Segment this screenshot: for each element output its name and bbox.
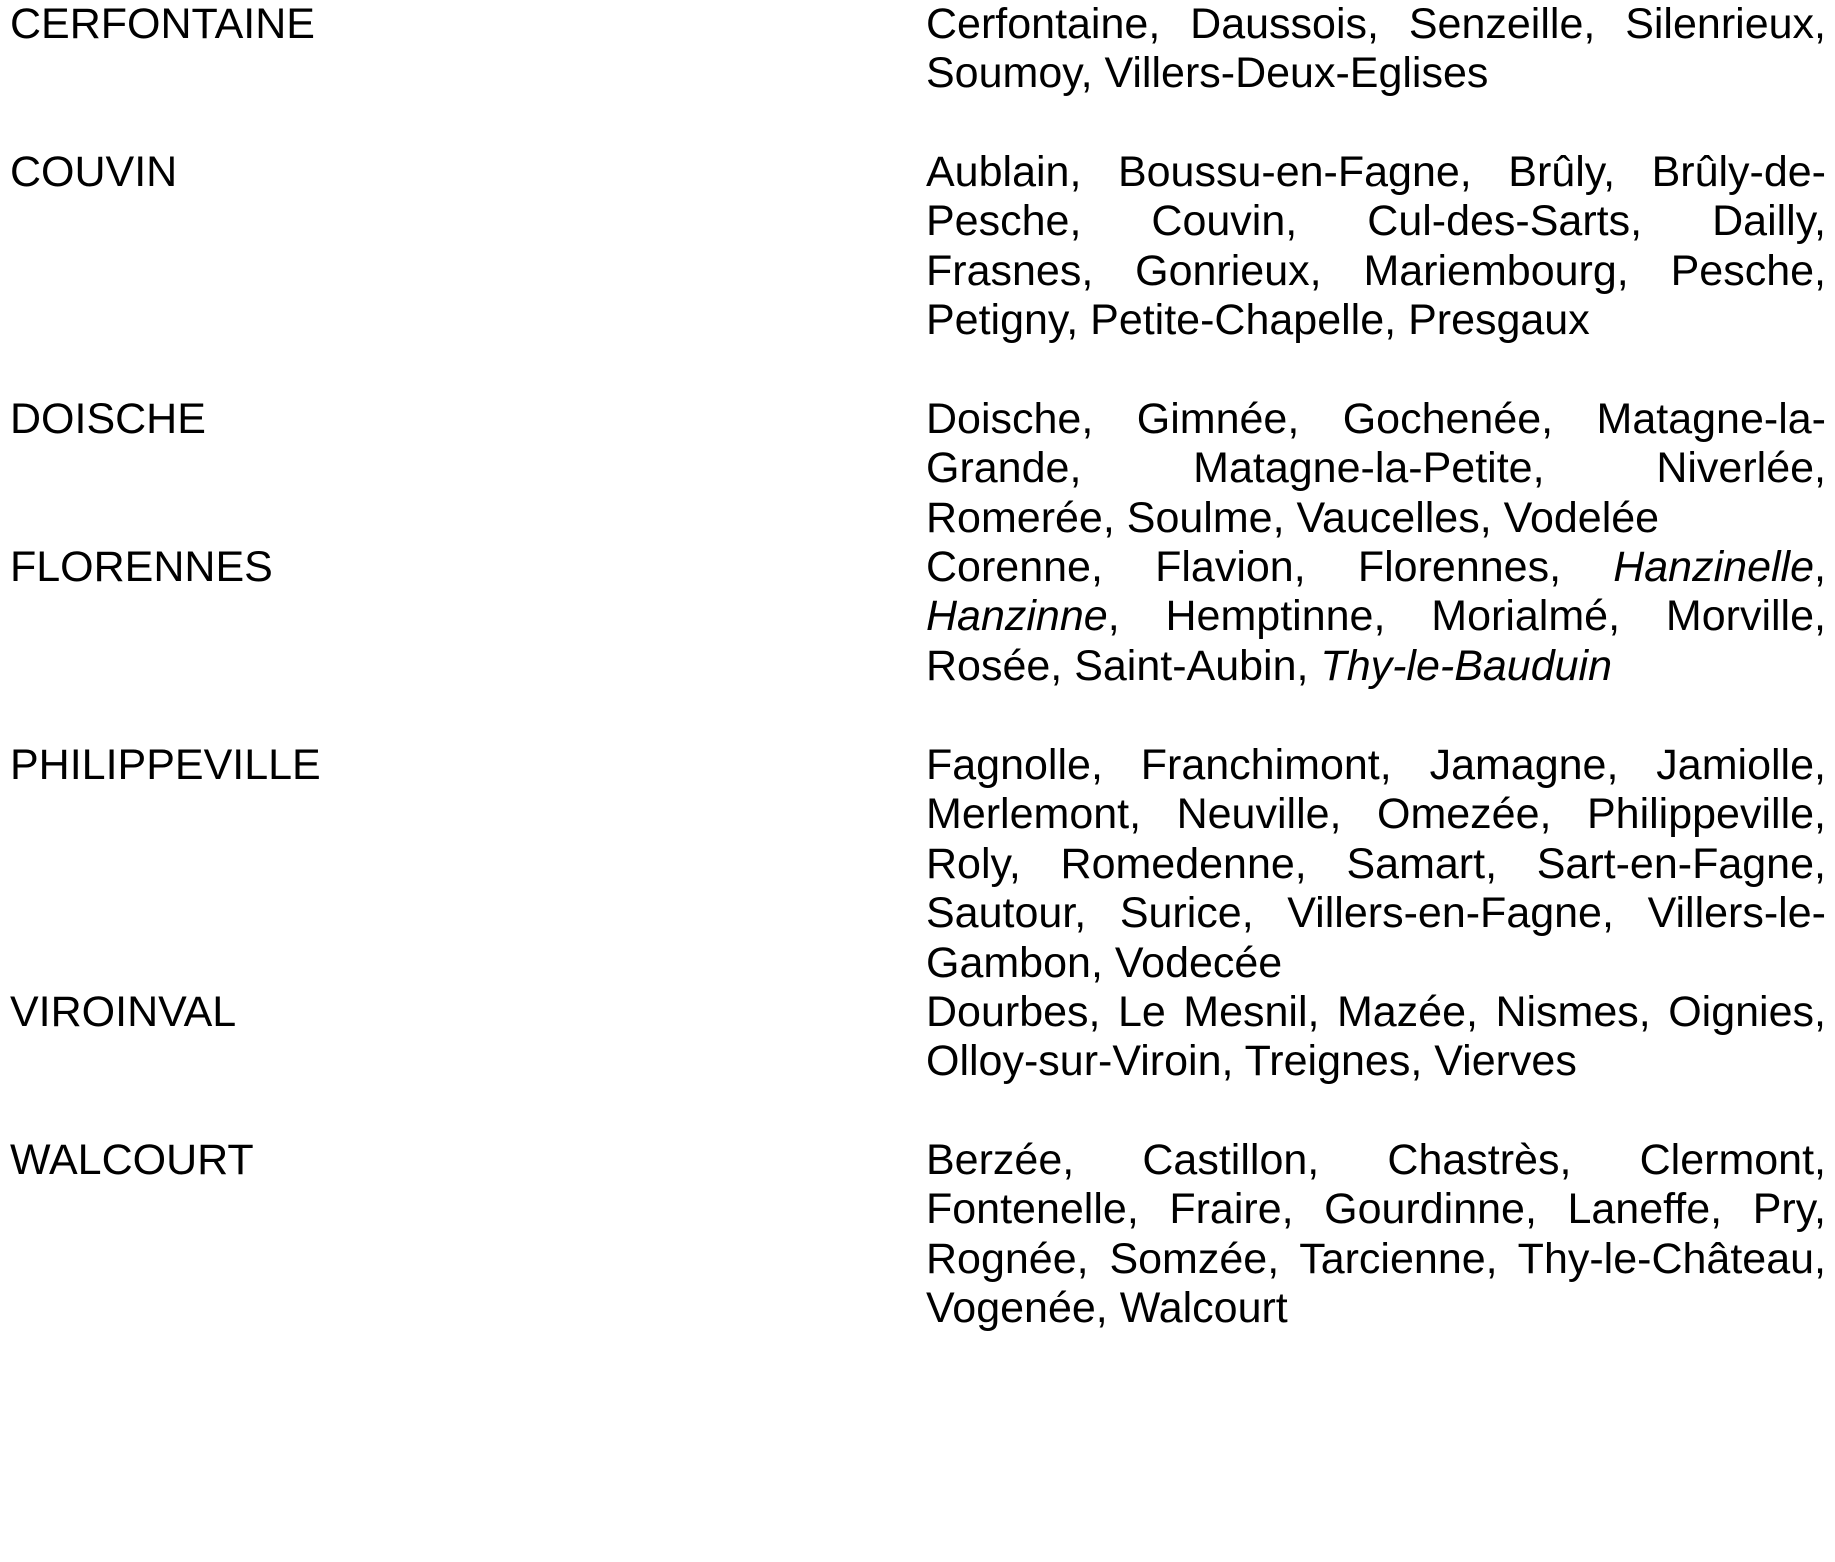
village-name: Castillon: [1142, 1136, 1308, 1184]
village-name: Corenne: [926, 543, 1091, 591]
village-name: Daussois: [1190, 0, 1368, 48]
village-name: Dailly: [1712, 197, 1815, 246]
village-name: Hanzinne: [926, 592, 1108, 641]
village-name: Laneffe: [1567, 1185, 1711, 1234]
entry-florennes: [0, 543, 1826, 690]
village-name: Frasnes: [926, 246, 1082, 295]
village-name: Petite-Chapelle: [1090, 296, 1385, 345]
municipality-name: VIROINVAL: [10, 988, 237, 1036]
municipality-name: COUVIN: [10, 148, 178, 196]
village-name: Franchimont: [1140, 741, 1380, 789]
village-name: Oignies: [1668, 988, 1814, 1036]
entry-cerfontaine: [0, 0, 1826, 98]
village-name: Boussu-en-Fagne: [1117, 148, 1460, 196]
village-name: Hanzinelle: [1613, 543, 1815, 591]
village-name: Tarcienne: [1299, 1234, 1486, 1283]
village-name: Rognée: [926, 1234, 1077, 1283]
entry-couvin: [0, 148, 1826, 345]
village-name: Walcourt: [1119, 1284, 1288, 1333]
village-name: Somzée: [1109, 1234, 1268, 1283]
entry-philippeville: [0, 741, 1826, 987]
village-list: Cerfontaine, Daussois, Senzeille, Silenrieux, Soumoy, Villers-Deux-Eglises: [926, 0, 1826, 98]
village-name: Soulme: [1126, 493, 1273, 542]
municipality-name: WALCOURT: [10, 1136, 254, 1184]
village-name: Olloy-sur-Viroin: [926, 1037, 1222, 1086]
village-name: Jamiolle: [1656, 741, 1815, 789]
village-name: Florennes: [1357, 543, 1550, 591]
village-name: Nismes: [1495, 988, 1639, 1036]
village-name: Matagne-la-Grande: [926, 395, 1826, 493]
village-name: Villers-le-Gambon: [926, 889, 1826, 987]
entry-viroinval: [0, 988, 1826, 1086]
village-name: Pry: [1752, 1185, 1814, 1234]
village-name: Vodelée: [1503, 493, 1660, 542]
village-name: Niverlée: [1656, 444, 1815, 493]
village-name: Vogenée: [926, 1284, 1096, 1333]
village-name: Vodecée: [1114, 938, 1283, 987]
village-list: Doische, Gimnée, Gochenée, Matagne-la-Grande, Matagne-la-Petite, Niverlée, Romerée, Soulme, Vaucelles, Vodelée: [926, 395, 1826, 542]
municipality-name: CERFONTAINE: [10, 0, 315, 48]
village-name: Pesche: [1670, 246, 1815, 295]
village-name: Hemptinne: [1165, 592, 1374, 641]
village-name: Dourbes: [926, 988, 1089, 1036]
village-name: Gourdinne: [1324, 1185, 1525, 1234]
village-name: Morialmé: [1431, 592, 1609, 641]
village-name: Omezée: [1377, 790, 1540, 839]
village-name: Soumoy: [926, 49, 1081, 98]
village-name: Petigny: [926, 296, 1067, 345]
village-name: Jamagne: [1429, 741, 1607, 789]
village-name: Cul-des-Sarts: [1367, 197, 1631, 246]
municipality-name: PHILIPPEVILLE: [10, 741, 321, 789]
village-name: Cerfontaine: [926, 0, 1149, 48]
village-name: Merlemont: [926, 790, 1130, 839]
village-name: Sautour: [926, 889, 1075, 938]
village-name: Saint-Aubin: [1074, 641, 1297, 690]
village-name: Presgaux: [1408, 296, 1590, 345]
village-name: Brûly-de-Pesche: [926, 148, 1826, 246]
village-name: Neuville: [1176, 790, 1330, 839]
village-name: Rosée: [926, 641, 1051, 690]
village-name: Chastrès: [1387, 1136, 1560, 1184]
village-name: Aublain: [926, 148, 1070, 196]
village-name: Mazée: [1336, 988, 1467, 1036]
municipality-name: FLORENNES: [10, 543, 273, 591]
village-list: Fagnolle, Franchimont, Jamagne, Jamiolle, Merlemont, Neuville, Omezée, Philippeville, Roly, Romedenne, Samart, Sart-en-Fagne, Sautour, Surice, Villers-en-Fagne, Villers-le-Gambon, Vodecée: [926, 741, 1826, 987]
municipality-name: DOISCHE: [10, 395, 206, 443]
village-name: Sart-en-Fagne: [1536, 839, 1815, 888]
village-name: Matagne-la-Petite: [1193, 444, 1533, 493]
village-name: Treignes: [1244, 1037, 1411, 1086]
village-name: Berzée: [926, 1136, 1063, 1184]
village-name: Morville: [1665, 592, 1815, 641]
village-name: Gimnée: [1136, 395, 1288, 443]
village-list: Dourbes, Le Mesnil, Mazée, Nismes, Oignies, Olloy-sur-Viroin, Treignes, Vierves: [926, 988, 1826, 1086]
village-name: Thy-le-Château: [1517, 1234, 1815, 1283]
village-name: Vaucelles: [1296, 493, 1480, 542]
village-name: Romerée: [926, 493, 1103, 542]
village-name: Brûly: [1508, 148, 1604, 196]
village-name: Philippeville: [1586, 790, 1815, 839]
village-name: Surice: [1119, 889, 1242, 938]
village-list: Aublain, Boussu-en-Fagne, Brûly, Brûly-de-Pesche, Couvin, Cul-des-Sarts, Dailly, Frasnes, Gonrieux, Mariembourg, Pesche, Petigny, Petite-Chapelle, Presgaux: [926, 148, 1826, 345]
village-name: Villers-Deux-Eglises: [1104, 49, 1489, 98]
entry-walcourt: [0, 1136, 1826, 1333]
village-name: Fagnolle: [926, 741, 1091, 789]
village-name: Gochenée: [1342, 395, 1542, 443]
village-name: Romedenne: [1060, 839, 1295, 888]
village-name: Thy-le-Bauduin: [1320, 641, 1613, 690]
village-name: Gonrieux: [1135, 246, 1310, 295]
village-name: Silenrieux: [1625, 0, 1815, 48]
village-name: Fraire: [1169, 1185, 1282, 1234]
village-list: Berzée, Castillon, Chastrès, Clermont, Fontenelle, Fraire, Gourdinne, Laneffe, Pry, Rognée, Somzée, Tarcienne, Thy-le-Château, Vogenée, Walcourt: [926, 1136, 1826, 1333]
entry-doische: [0, 395, 1826, 542]
village-name: Villers-en-Fagne: [1287, 889, 1602, 938]
village-list: Corenne, Flavion, Florennes, Hanzinelle, Hanzinne, Hemptinne, Morialmé, Morville, Rosée, Saint-Aubin, Thy-le-Bauduin: [926, 543, 1826, 690]
village-name: Doische: [926, 395, 1082, 443]
village-name: Flavion: [1155, 543, 1294, 591]
village-name: Mariembourg: [1363, 246, 1617, 295]
village-name: Le Mesnil: [1117, 988, 1308, 1036]
village-name: Clermont: [1639, 1136, 1815, 1184]
village-name: Roly: [926, 839, 1009, 888]
village-name: Fontenelle: [926, 1185, 1127, 1234]
village-name: Samart: [1346, 839, 1486, 888]
village-name: Senzeille: [1408, 0, 1584, 48]
village-name: Couvin: [1151, 197, 1286, 246]
village-name: Vierves: [1434, 1037, 1577, 1086]
